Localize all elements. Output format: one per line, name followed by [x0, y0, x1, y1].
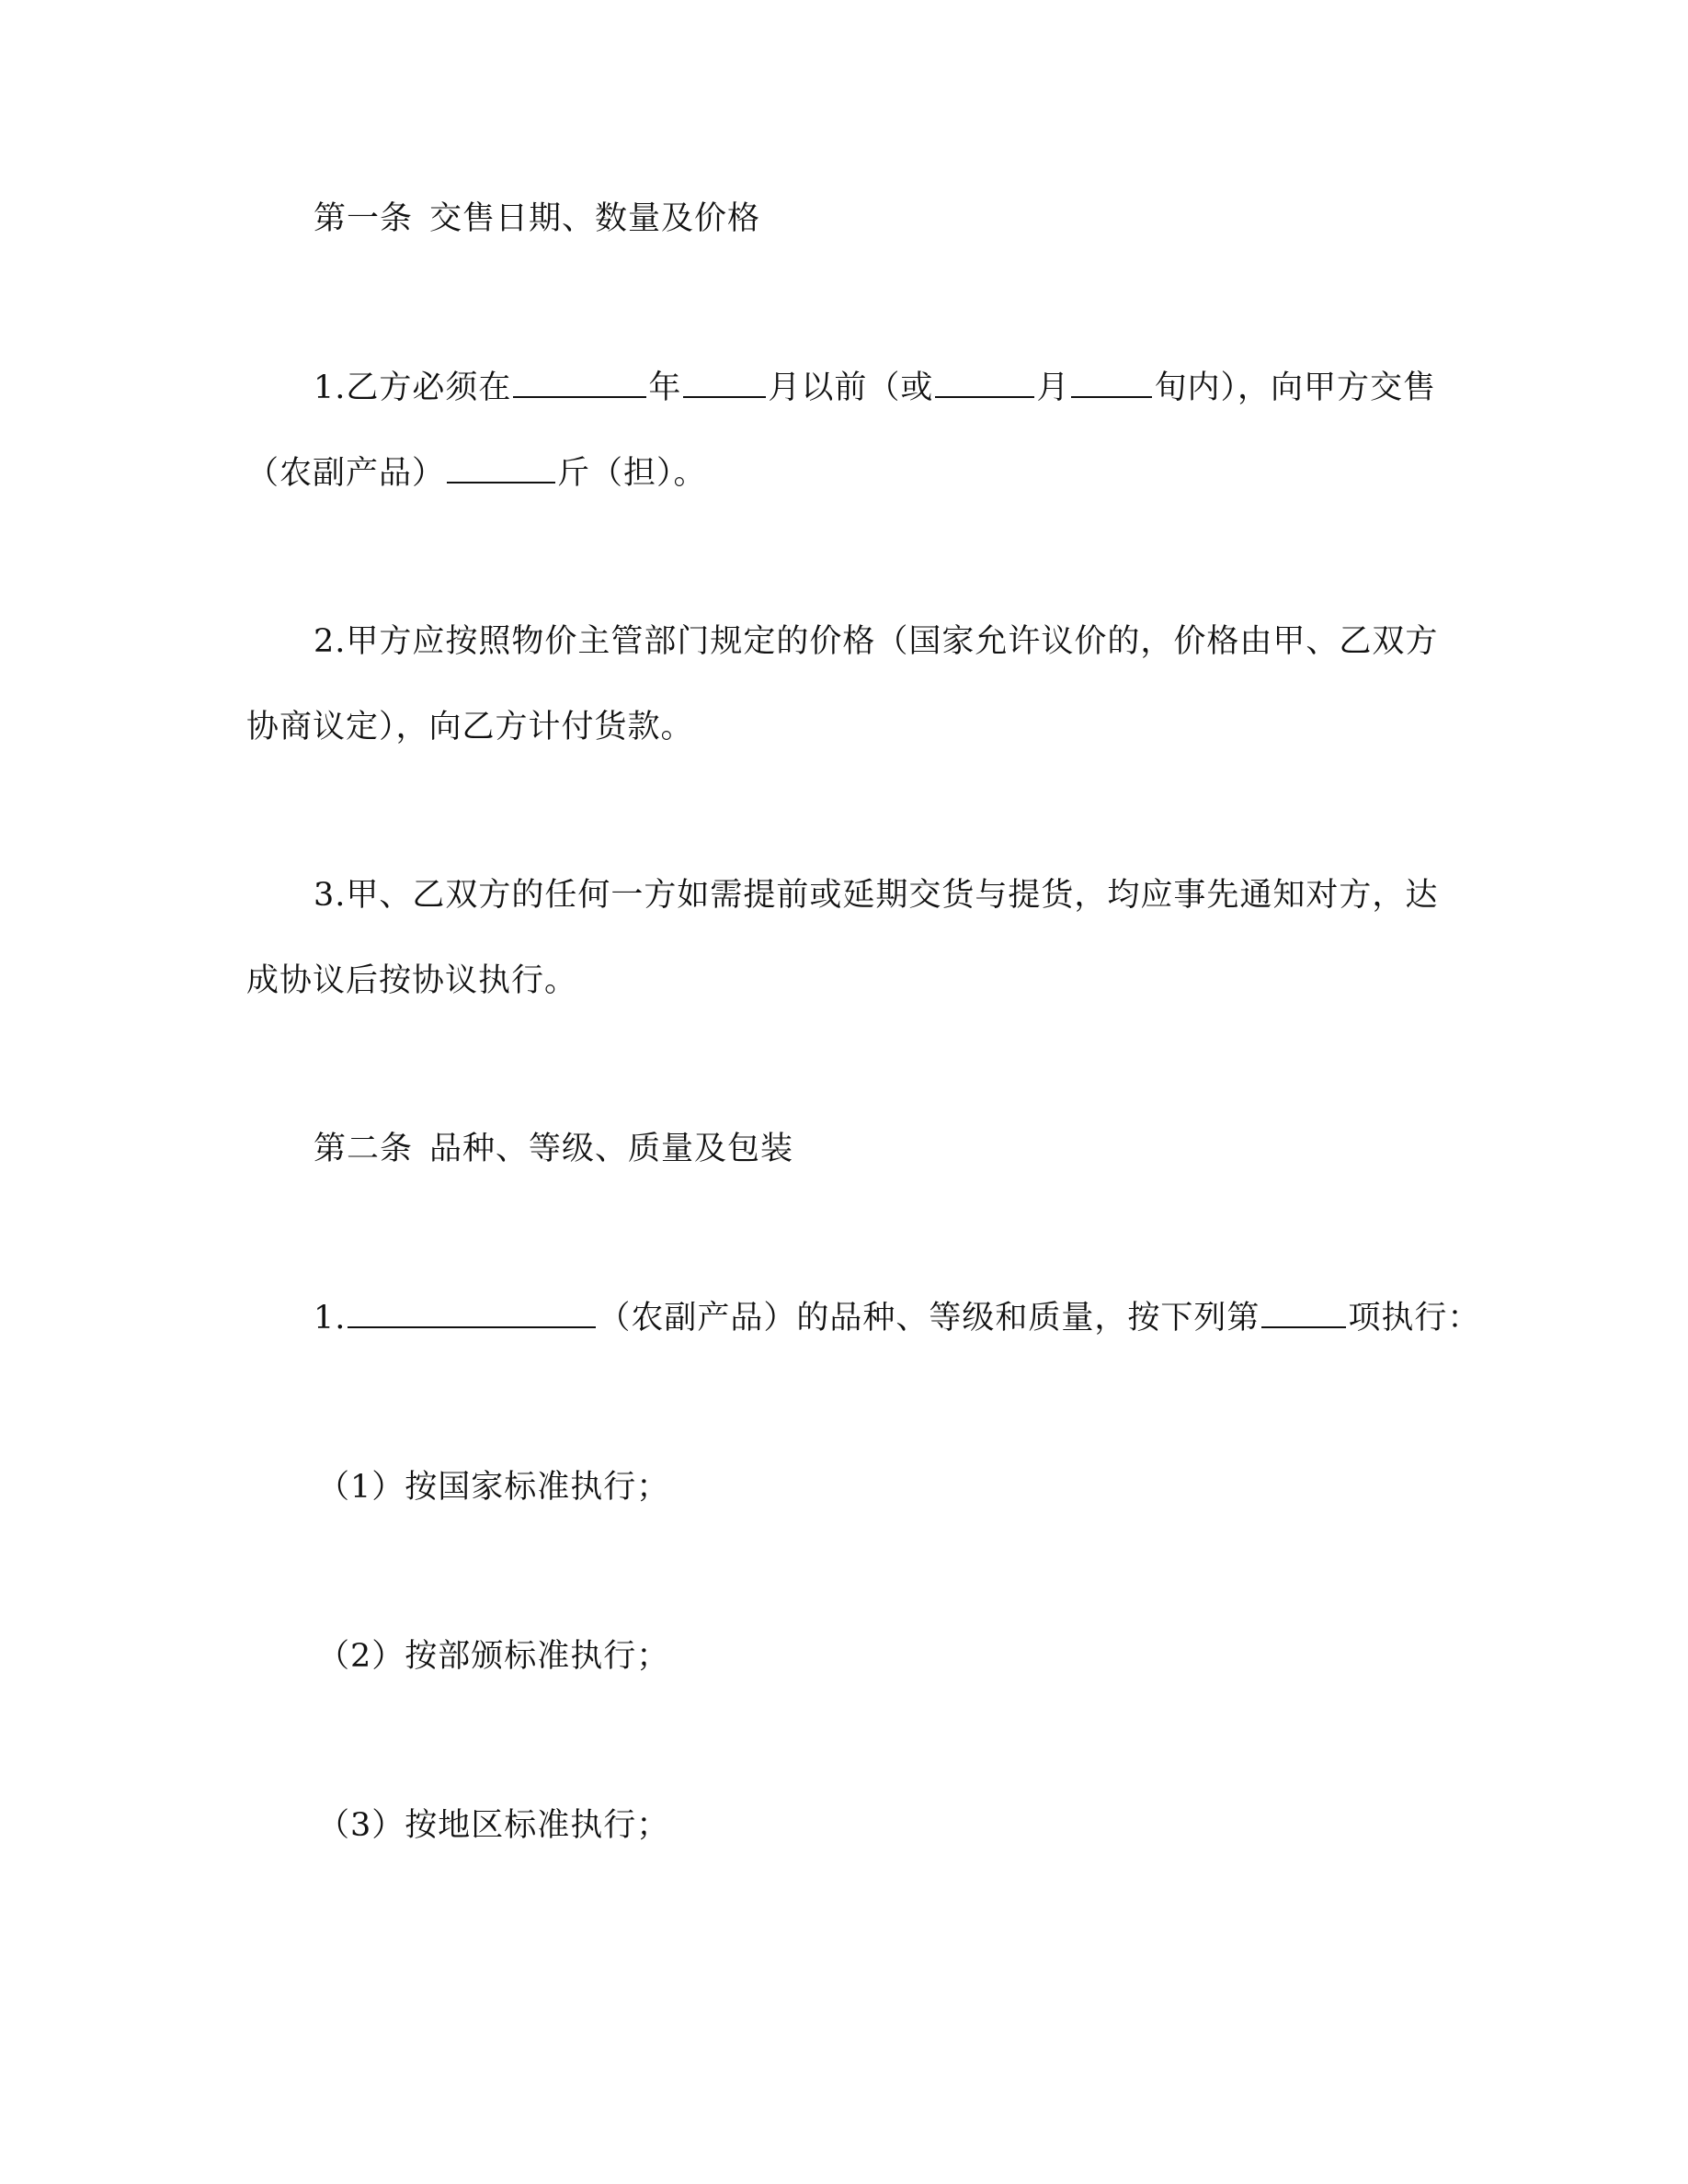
text-segment: 1.乙方必须在 [314, 370, 512, 406]
text-segment: 1. [314, 1300, 347, 1337]
blank-year-field[interactable] [513, 369, 646, 398]
article-1-number: 第一条 [314, 200, 414, 237]
blank-option-number-field[interactable] [1261, 1299, 1346, 1328]
article-1-title: 交售日期、数量及价格 [429, 200, 761, 237]
article-1-item-3-line-1: 3.甲、乙双方的任何一方如需提前或延期交货与提货，均应事先通知对方，达 [314, 877, 1439, 914]
text-segment: 年 [648, 370, 682, 406]
article-1-item-2-line-1: 2.甲方应按照物价主管部门规定的价格（国家允许议价的，价格由甲、乙双方 [314, 623, 1439, 660]
text-segment: （农副产品） [246, 455, 446, 492]
text-segment: 项执行： [1348, 1300, 1481, 1337]
article-2-item-1 [314, 1296, 1480, 1340]
option-item: （2）按部颁标准执行； [317, 1638, 670, 1675]
article-1-item-1-line-1 [314, 366, 1436, 410]
text-segment: 月以前（或 [768, 370, 934, 406]
article-2-heading [314, 1127, 793, 1171]
text-segment: 斤（担）。 [557, 455, 707, 492]
article-1-item-3-line-2: 成协议后按协议执行。 [246, 962, 578, 999]
option-item: （1）按国家标准执行； [317, 1469, 670, 1506]
blank-month-field[interactable] [683, 369, 766, 398]
option-item: （3）按地区标准执行； [317, 1807, 670, 1844]
text-segment: 旬内），向甲方交售 [1154, 370, 1436, 406]
article-1-item-2-line-2: 协商议定），向乙方计付货款。 [246, 709, 694, 745]
text-segment: 月 [1036, 370, 1070, 406]
blank-product-field[interactable] [348, 1299, 596, 1328]
article-1-heading [314, 197, 760, 241]
article-1-item-1-line-2 [246, 451, 707, 495]
blank-alt-month-field[interactable] [935, 369, 1034, 398]
text-segment: （农副产品）的品种、等级和质量，按下列第 [598, 1300, 1260, 1337]
article-2-title: 品种、等级、质量及包装 [429, 1131, 794, 1167]
article-2-number: 第二条 [314, 1131, 414, 1167]
blank-ten-day-field[interactable] [1071, 369, 1152, 398]
blank-quantity-field[interactable] [447, 454, 555, 483]
